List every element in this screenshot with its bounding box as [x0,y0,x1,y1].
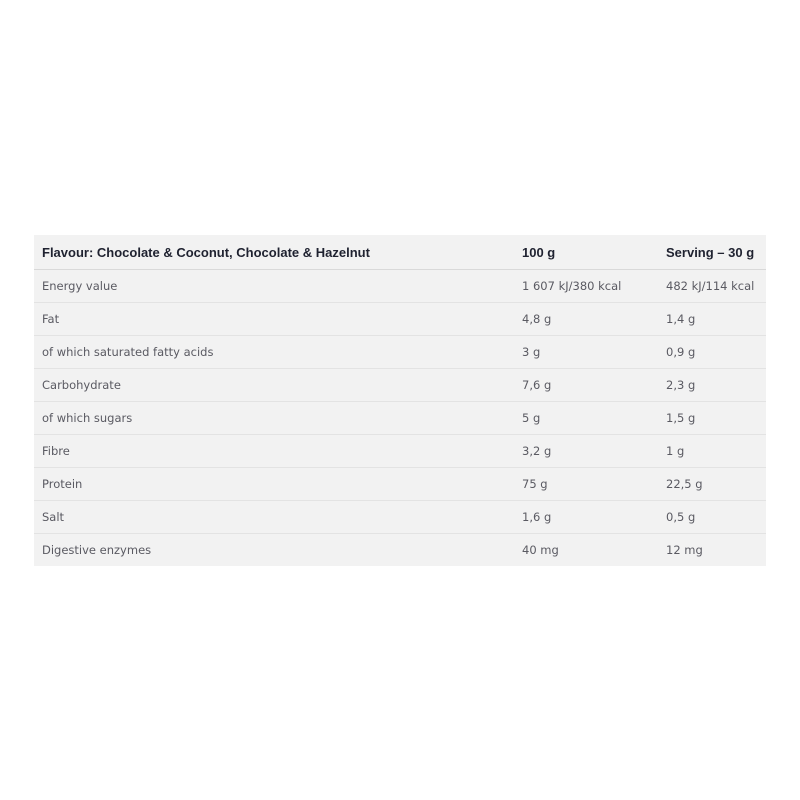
value-per-100g: 40 mg [522,543,559,557]
nutrient-name: Energy value [34,270,514,303]
nutrient-name: of which sugars [34,402,514,435]
table-row [34,468,766,501]
nutrient-name: Salt [34,501,514,534]
nutrition-table-container [34,235,766,566]
value-per-serving: 482 kJ/114 kcal [658,270,766,303]
nutrient-name: Digestive enzymes [42,543,152,557]
value-per-100g: 4,8 g [514,303,658,336]
nutrition-table [34,235,766,566]
value-per-serving: 1 g [658,435,766,468]
value-per-100g: 3 g [514,336,658,369]
value-per-serving: 1,4 g [658,303,766,336]
value-per-serving: 0,5 g [658,501,766,534]
value-per-serving: 12 mg [666,543,703,557]
header-per-100g: 100 g [514,235,658,270]
table-row [34,369,766,402]
nutrient-name: of which saturated fatty acids [34,336,514,369]
value-per-serving: 0,9 g [658,336,766,369]
value-per-100g: 5 g [514,402,658,435]
table-row [34,270,766,303]
value-per-100g: 7,6 g [514,369,658,402]
header-flavour: Flavour: Chocolate & Coconut, Chocolate & Hazelnut [34,235,514,270]
nutrient-name: Fat [34,303,514,336]
value-per-100g: 3,2 g [514,435,658,468]
table-row [34,435,766,468]
value-per-100g: 1,6 g [514,501,658,534]
table-row [34,303,766,336]
value-per-serving: 22,5 g [658,468,766,501]
nutrient-name: Carbohydrate [34,369,514,402]
table-row [34,402,766,435]
table-row [34,534,766,567]
value-per-100g: 1 607 kJ/380 kcal [514,270,658,303]
value-per-serving: 2,3 g [658,369,766,402]
header-per-serving: Serving – 30 g [658,235,766,270]
nutrient-name: Fibre [34,435,514,468]
nutrient-name: Protein [34,468,514,501]
table-row [34,501,766,534]
value-per-100g: 75 g [514,468,658,501]
table-header-row [34,235,766,270]
table-row [34,336,766,369]
value-per-serving: 1,5 g [658,402,766,435]
